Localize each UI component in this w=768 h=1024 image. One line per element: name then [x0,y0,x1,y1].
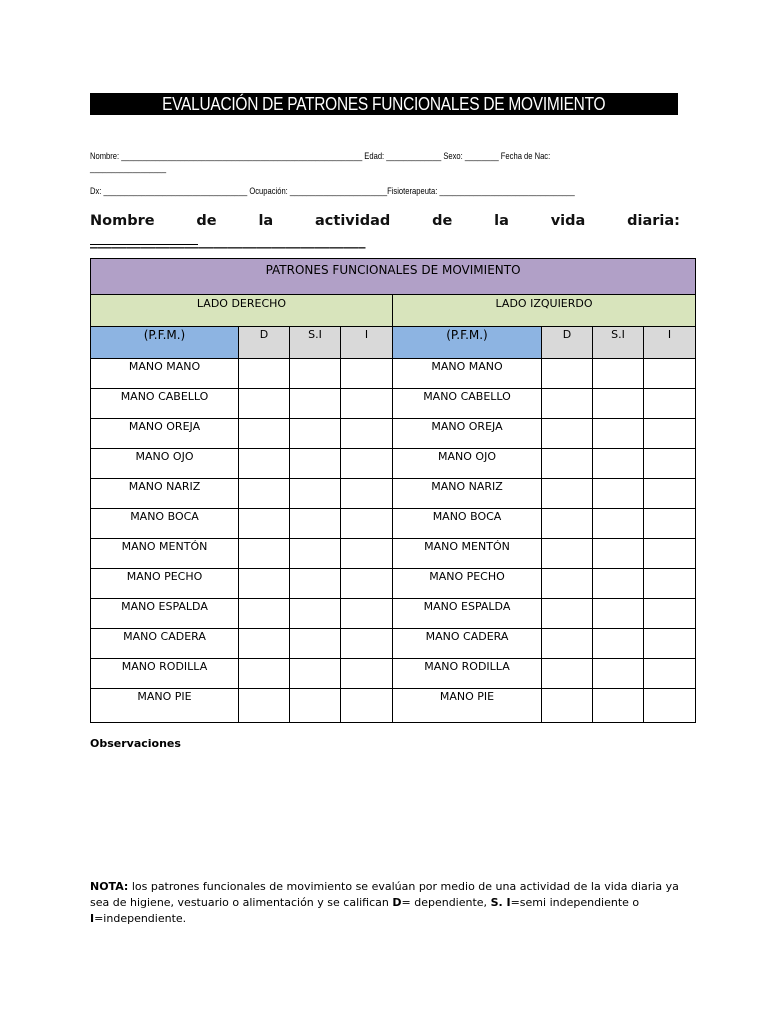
table-row [91,419,696,449]
activity-name-line-continued [90,232,198,245]
note-text-4: =independiente. [94,912,187,925]
diagnosis-line [90,186,696,198]
patient-info-line-continued [90,163,185,175]
right-si-cell[interactable] [290,419,341,449]
right-pattern-label: MANO PIE [91,689,239,723]
right-i-cell[interactable] [341,359,393,389]
right-side-header: LADO DERECHO [91,295,393,327]
right-pattern-label: MANO MANO [91,359,239,389]
left-d-cell[interactable] [542,449,593,479]
right-si-cell[interactable] [290,479,341,509]
left-d-header: D [542,327,593,359]
right-pattern-label: MANO PECHO [91,569,239,599]
right-i-cell[interactable] [341,629,393,659]
note-text-2: = dependiente, [401,896,491,909]
left-i-cell[interactable] [644,569,696,599]
left-side-header: LADO IZQUIERDO [393,295,696,327]
right-d-cell[interactable] [239,419,290,449]
left-si-cell[interactable] [593,449,644,479]
left-d-cell[interactable] [542,689,593,723]
activity-name-line: Nombre de la actividad de la vida diaria: ______________________________________ [90,213,680,249]
movement-patterns-table [90,258,696,723]
table-row [91,659,696,689]
left-si-cell[interactable] [593,569,644,599]
right-pattern-label: MANO BOCA [91,509,239,539]
right-si-cell[interactable] [290,659,341,689]
observations-label: Observaciones [90,737,181,750]
right-i-header: I [341,327,393,359]
left-si-cell[interactable] [593,629,644,659]
right-si-cell[interactable] [290,629,341,659]
right-d-cell[interactable] [239,509,290,539]
right-pattern-label: MANO CADERA [91,629,239,659]
right-si-cell[interactable] [290,569,341,599]
left-si-header: S.I [593,327,644,359]
left-d-cell[interactable] [542,389,593,419]
table-header: PATRONES FUNCIONALES DE MOVIMIENTO [91,259,696,295]
left-pfm-header: (P.F.M.) [393,327,542,359]
left-i-cell[interactable] [644,509,696,539]
left-pattern-label: MANO MENTÓN [393,539,542,569]
right-i-cell[interactable] [341,389,393,419]
right-i-cell[interactable] [341,569,393,599]
left-si-cell[interactable] [593,509,644,539]
left-pattern-label: MANO PECHO [393,569,542,599]
right-pattern-label: MANO OREJA [91,419,239,449]
note-text-3: =semi independiente o [510,896,640,909]
left-d-cell[interactable] [542,629,593,659]
left-si-cell[interactable] [593,389,644,419]
table-body [91,359,696,723]
table-row [91,479,696,509]
table-row [91,389,696,419]
right-si-cell[interactable] [290,539,341,569]
note-text-1: los patrones funcionales de movimiento se evalúan por medio de una actividad de la vida diaria ya sea de higiene, vestuario o alimentación y se califican [90,880,679,909]
left-pattern-label: MANO CABELLO [393,389,542,419]
table-row [91,569,696,599]
right-d-header: D [239,327,290,359]
left-i-cell[interactable] [644,479,696,509]
right-i-cell[interactable] [341,599,393,629]
right-d-cell[interactable] [239,599,290,629]
right-pattern-label: MANO OJO [91,449,239,479]
left-i-cell[interactable] [644,419,696,449]
right-d-cell[interactable] [239,539,290,569]
right-si-cell[interactable] [290,389,341,419]
right-si-cell[interactable] [290,599,341,629]
right-si-cell[interactable] [290,509,341,539]
right-pfm-header: (P.F.M.) [91,327,239,359]
right-i-cell[interactable] [341,659,393,689]
left-i-cell[interactable] [644,449,696,479]
table-row [91,689,696,723]
left-pattern-label: MANO BOCA [393,509,542,539]
table-row [91,539,696,569]
note-si: S. I [490,896,511,909]
right-i-cell[interactable] [341,689,393,723]
left-si-cell[interactable] [593,599,644,629]
right-si-header: S.I [290,327,341,359]
right-pattern-label: MANO CABELLO [91,389,239,419]
left-pattern-label: MANO PIE [393,689,542,723]
right-si-cell[interactable] [290,359,341,389]
left-d-cell[interactable] [542,539,593,569]
table-row [91,449,696,479]
table-row [91,629,696,659]
note-i: I [90,912,95,925]
left-i-cell[interactable] [644,689,696,723]
left-si-cell[interactable] [593,359,644,389]
left-i-cell[interactable] [644,629,696,659]
right-d-cell[interactable] [239,689,290,723]
left-d-cell[interactable] [542,419,593,449]
page-title-text: EVALUACIÓN DE PATRONES FUNCIONALES DE MOVIMIENTO [162,94,606,114]
left-pattern-label: MANO RODILLA [393,659,542,689]
left-si-cell[interactable] [593,539,644,569]
left-d-cell[interactable] [542,599,593,629]
right-d-cell[interactable] [239,629,290,659]
left-si-cell[interactable] [593,689,644,723]
right-pattern-label: MANO MENTÓN [91,539,239,569]
table-row [91,509,696,539]
right-pattern-label: MANO RODILLA [91,659,239,689]
left-d-cell[interactable] [542,359,593,389]
note-d: D [392,896,402,909]
patient-info-text: Nombre: _________________________________________________________ Edad: _____________ Sexo: ________ Fecha de Nac: [90,151,551,162]
left-pattern-label: MANO MANO [393,359,542,389]
right-d-cell[interactable] [239,569,290,599]
left-si-cell[interactable] [593,479,644,509]
left-d-cell[interactable] [542,509,593,539]
right-i-cell[interactable] [341,539,393,569]
left-i-cell[interactable] [644,389,696,419]
right-si-cell[interactable] [290,449,341,479]
left-d-cell[interactable] [542,479,593,509]
left-i-cell[interactable] [644,599,696,629]
left-pattern-label: MANO ESPALDA [393,599,542,629]
right-d-cell[interactable] [239,359,290,389]
left-si-cell[interactable] [593,659,644,689]
page-title [90,93,678,115]
right-pattern-label: MANO ESPALDA [91,599,239,629]
right-i-cell[interactable] [341,449,393,479]
right-d-cell[interactable] [239,389,290,419]
note-label: NOTA: [90,880,129,893]
left-i-cell[interactable] [644,659,696,689]
right-i-cell[interactable] [341,479,393,509]
left-pattern-label: MANO OJO [393,449,542,479]
right-d-cell[interactable] [239,449,290,479]
left-pattern-label: MANO CADERA [393,629,542,659]
table-row [91,599,696,629]
left-i-cell[interactable] [644,539,696,569]
right-i-cell[interactable] [341,509,393,539]
right-si-cell[interactable] [290,689,341,723]
diagnosis-text: Dx: __________________________________ Ocupación: _______________________Fisioterapeuta: ________________________________ [90,186,575,197]
left-pattern-label: MANO OREJA [393,419,542,449]
right-pattern-label: MANO NARIZ [91,479,239,509]
note [90,879,690,927]
patient-info-text-continued: __________________ [90,163,167,174]
right-d-cell[interactable] [239,479,290,509]
left-i-cell[interactable] [644,359,696,389]
left-d-cell[interactable] [542,659,593,689]
patient-info-line [90,151,665,163]
left-i-header: I [644,327,696,359]
left-si-cell[interactable] [593,419,644,449]
right-i-cell[interactable] [341,419,393,449]
left-pattern-label: MANO NARIZ [393,479,542,509]
table-row [91,359,696,389]
right-d-cell[interactable] [239,659,290,689]
left-d-cell[interactable] [542,569,593,599]
